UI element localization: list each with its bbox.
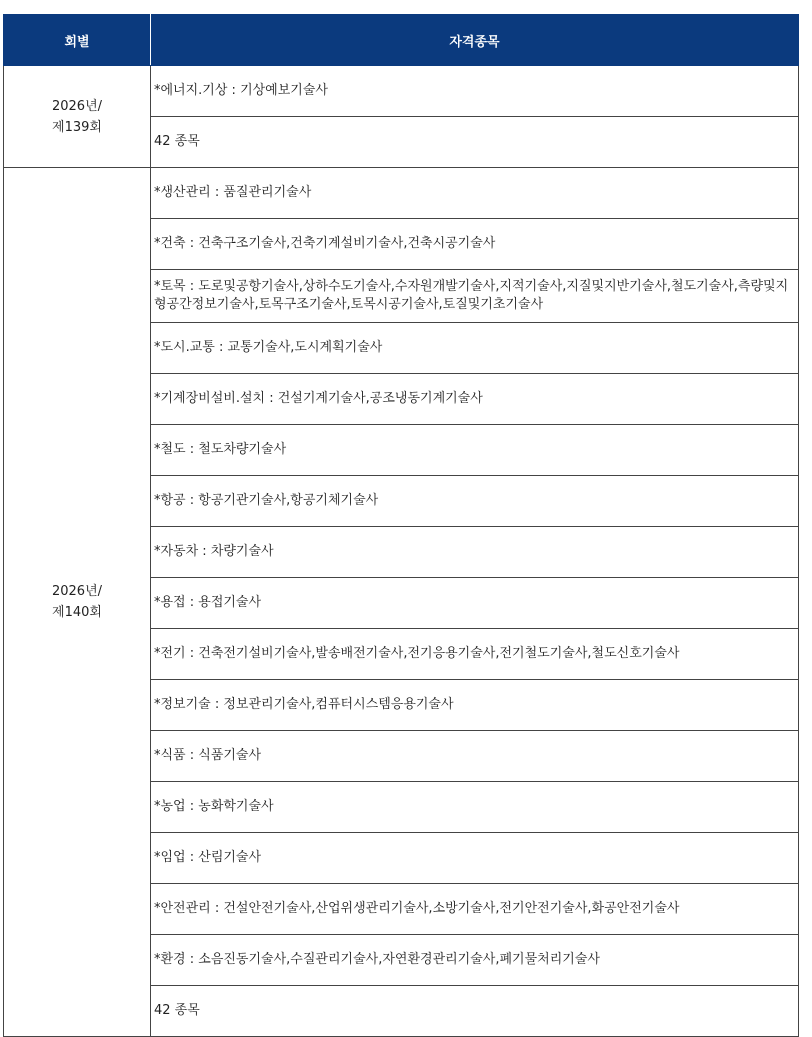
round-cell-140 (4, 168, 151, 1037)
qualification-cell: *농업 : 농화학기술사 (151, 782, 799, 833)
table-header-row (4, 15, 799, 66)
qualification-cell: *임업 : 산림기술사 (151, 833, 799, 884)
item-count-cell: 42 종목 (151, 117, 799, 168)
qualification-cell: *건축 : 건축구조기술사,건축기계설비기술사,건축시공기술사 (151, 219, 799, 270)
qualification-cell: *철도 : 철도차량기술사 (151, 425, 799, 476)
table-row (4, 66, 799, 117)
round-year: 2026년/ (51, 98, 103, 114)
qualification-cell: *안전관리 : 건설안전기술사,산업위생관리기술사,소방기술사,전기안전기술사,화공안전기술사 (151, 884, 799, 935)
qualification-cell: *용접 : 용접기술사 (151, 578, 799, 629)
round-cell-139 (4, 66, 151, 168)
round-year: 2026년/ (51, 584, 103, 599)
table-row (4, 168, 799, 219)
qualification-cell: *도시.교통 : 교통기술사,도시계획기술사 (151, 323, 799, 374)
qualification-cell: *생산관리 : 품질관리기술사 (151, 168, 799, 219)
qualification-cell: *항공 : 항공기관기술사,항공기체기술사 (151, 476, 799, 527)
qualification-cell: *에너지.기상 : 기상예보기술사 (151, 66, 799, 117)
round-number: 제140회 (52, 605, 102, 620)
qualification-cell: *전기 : 건축전기설비기술사,발송배전기술사,전기응용기술사,전기철도기술사,철도신호기술사 (151, 629, 799, 680)
qualification-cell: *식품 : 식품기술사 (151, 731, 799, 782)
header-qualification: 자격종목 (151, 15, 799, 66)
round-number: 제139회 (52, 119, 102, 135)
qualification-cell: *환경 : 소음진동기술사,수질관리기술사,자연환경관리기술사,폐기물처리기술사 (151, 935, 799, 986)
qualification-cell: *자동차 : 차량기술사 (151, 527, 799, 578)
item-count-cell: 42 종목 (151, 986, 799, 1037)
exam-schedule-table (3, 14, 799, 1037)
qualification-cell: *토목 : 도로및공항기술사,상하수도기술사,수자원개발기술사,지적기술사,지질및지반기술사,철도기술사,측량및지형공간정보기술사,토목구조기술사,토목시공기술사,토질및기초기술사 (151, 270, 799, 323)
qualification-cell: *기계장비설비.설치 : 건설기계기술사,공조냉동기계기술사 (151, 374, 799, 425)
header-round: 회별 (4, 15, 151, 66)
qualification-cell: *정보기술 : 정보관리기술사,컴퓨터시스템응용기술사 (151, 680, 799, 731)
